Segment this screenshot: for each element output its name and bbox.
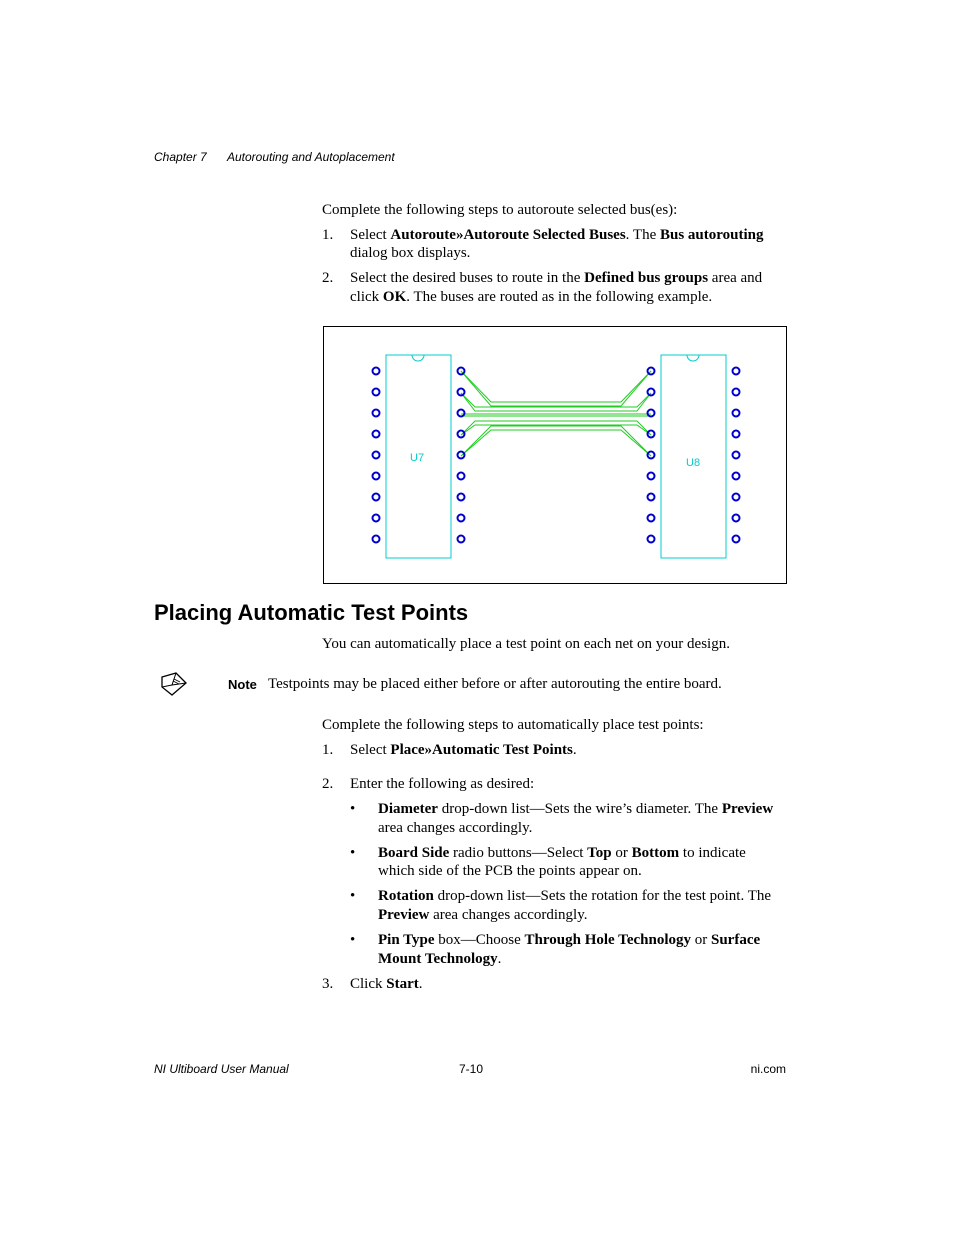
pad bbox=[648, 494, 655, 501]
note-label: Note bbox=[228, 677, 257, 692]
pad bbox=[373, 389, 380, 396]
pad bbox=[458, 515, 465, 522]
step-text: Select Autoroute»Autoroute Selected Buses. The Bus autorouting bbox=[350, 227, 764, 243]
pad bbox=[373, 368, 380, 375]
step-text: Click Start. bbox=[350, 976, 423, 992]
step-text: Select Place»Automatic Test Points. bbox=[350, 742, 577, 758]
chip-u8-label: U8 bbox=[686, 457, 701, 469]
bullet-text: Diameter drop-down list—Sets the wire’s diameter. The Preview bbox=[378, 801, 774, 817]
bullet-marker: • bbox=[350, 845, 356, 861]
intro-paragraph-2: Complete the following steps to automatically place test points: bbox=[322, 717, 704, 733]
bullet-text: Rotation drop-down list—Sets the rotation for the test point. The bbox=[378, 888, 772, 904]
pad bbox=[648, 536, 655, 543]
chip-u7-notch bbox=[412, 355, 424, 361]
header-title: Autorouting and Autoplacement bbox=[227, 150, 395, 164]
pad bbox=[458, 452, 465, 459]
step-number: 1. bbox=[322, 227, 334, 243]
pad bbox=[733, 389, 740, 396]
header-chapter: Chapter 7 bbox=[154, 150, 207, 164]
step-text-cont: dialog box displays. bbox=[350, 245, 471, 261]
pad bbox=[373, 515, 380, 522]
note-text: Testpoints may be placed either before or after autorouting the entire board. bbox=[268, 676, 722, 692]
bus-routing-figure bbox=[323, 326, 787, 584]
bullet-text: Pin Type box—Choose Through Hole Technology or Surface bbox=[378, 932, 761, 948]
step-text-cont: click OK. The buses are routed as in the following example. bbox=[350, 289, 713, 305]
pad bbox=[373, 473, 380, 480]
pad bbox=[733, 410, 740, 417]
pads bbox=[373, 368, 740, 543]
section-intro: You can automatically place a test point on each net on your design. bbox=[322, 636, 730, 652]
step-text: Enter the following as desired: bbox=[350, 776, 535, 792]
footer-page-number: 7-10 bbox=[459, 1062, 484, 1076]
bullet-text-cont: Mount Technology. bbox=[378, 951, 502, 967]
pad bbox=[648, 473, 655, 480]
chip-u7-label: U7 bbox=[410, 452, 425, 464]
step-number: 2. bbox=[322, 270, 334, 286]
pad bbox=[648, 452, 655, 459]
pad bbox=[458, 389, 465, 396]
pad bbox=[373, 536, 380, 543]
pad bbox=[733, 536, 740, 543]
note-icon bbox=[160, 671, 188, 697]
pad bbox=[733, 368, 740, 375]
pad bbox=[458, 410, 465, 417]
pad bbox=[648, 515, 655, 522]
pad bbox=[458, 494, 465, 501]
bullet-marker: • bbox=[350, 801, 356, 817]
bullet-marker: • bbox=[350, 888, 356, 904]
section-title: Placing Automatic Test Points bbox=[154, 600, 469, 625]
pad bbox=[373, 410, 380, 417]
pad bbox=[458, 431, 465, 438]
pad bbox=[373, 452, 380, 459]
bullet-marker: • bbox=[350, 932, 356, 948]
trace bbox=[461, 430, 651, 456]
bullet-text-cont: Preview area changes accordingly. bbox=[378, 907, 588, 923]
pad bbox=[458, 536, 465, 543]
pad bbox=[733, 494, 740, 501]
pad bbox=[648, 431, 655, 438]
pad bbox=[648, 410, 655, 417]
bus-traces bbox=[461, 371, 651, 456]
bullet-text: Board Side radio buttons—Select Top or Bottom to indicate bbox=[378, 845, 746, 861]
trace bbox=[461, 371, 651, 402]
step-number: 3. bbox=[322, 976, 334, 992]
footer-site: ni.com bbox=[750, 1062, 786, 1076]
step-text: Select the desired buses to route in the Defined bus groups area and bbox=[350, 270, 763, 286]
bullet-text-cont: which side of the PCB the points appear on. bbox=[378, 863, 642, 879]
pad bbox=[373, 494, 380, 501]
pad bbox=[458, 473, 465, 480]
pad bbox=[648, 389, 655, 396]
step-number: 1. bbox=[322, 742, 334, 758]
pad bbox=[373, 431, 380, 438]
pcb-diagram bbox=[324, 327, 786, 583]
intro-paragraph: Complete the following steps to autoroute selected bus(es): bbox=[322, 202, 678, 218]
pad bbox=[733, 515, 740, 522]
pad bbox=[733, 431, 740, 438]
pad bbox=[733, 473, 740, 480]
chip-u8-notch bbox=[687, 355, 699, 361]
bullet-text-cont: area changes accordingly. bbox=[378, 820, 533, 836]
footer-manual-title: NI Ultiboard User Manual bbox=[154, 1062, 289, 1076]
step-number: 2. bbox=[322, 776, 334, 792]
pad bbox=[733, 452, 740, 459]
